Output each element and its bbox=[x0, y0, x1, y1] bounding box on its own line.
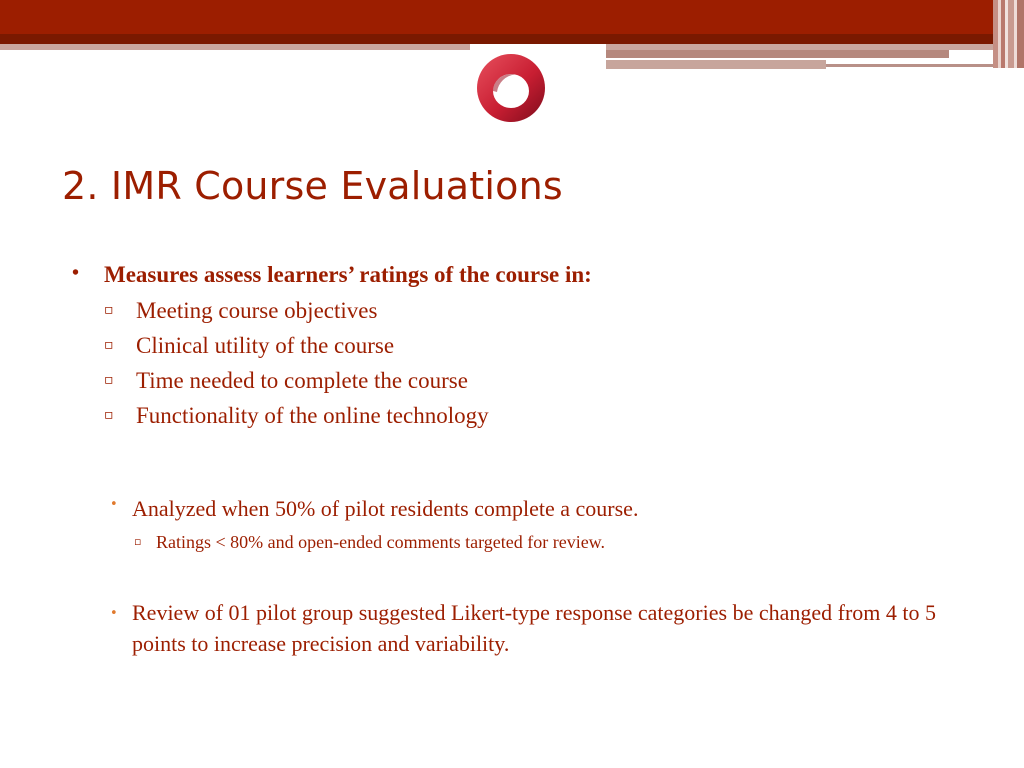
bullet-dot-icon: • bbox=[72, 262, 80, 284]
square-bullet-icon: ▫ bbox=[104, 407, 114, 423]
main-bullet-text: Measures assess learners’ ratings of the course in: bbox=[104, 262, 592, 287]
corner-stripe bbox=[1017, 0, 1024, 68]
ring-logo-icon bbox=[475, 52, 547, 124]
list-item-text: Clinical utility of the course bbox=[136, 333, 395, 358]
bullet-dot-icon: • bbox=[110, 606, 118, 621]
square-bullet-icon: ▫ bbox=[134, 535, 142, 548]
review-sub-bullet-text: Ratings < 80% and open-ended comments targeted for review. bbox=[156, 532, 606, 552]
header-band-shadow bbox=[0, 34, 993, 44]
logo-plate bbox=[470, 44, 606, 50]
header-band bbox=[0, 0, 993, 34]
square-bullet-icon: ▫ bbox=[104, 302, 114, 318]
slide-title: 2. IMR Course Evaluations bbox=[62, 164, 563, 208]
analysis-bullet-text: Analyzed when 50% of pilot residents complete a course. bbox=[132, 496, 639, 521]
header-accent-line bbox=[826, 64, 993, 67]
header-accent-line bbox=[606, 60, 826, 69]
list-item-text: Time needed to complete the course bbox=[136, 368, 468, 393]
bullet-dot-icon: • bbox=[110, 497, 118, 512]
square-bullet-icon: ▫ bbox=[104, 337, 114, 353]
list-item-text: Functionality of the online technology bbox=[136, 403, 489, 428]
header-accent-line bbox=[606, 50, 949, 58]
square-bullet-icon: ▫ bbox=[104, 372, 114, 388]
likert-bullet-text: Review of 01 pilot group suggested Likert-type response categories be changed from 4 to 5 points to increase precision and variability. bbox=[132, 600, 936, 656]
list-item-text: Meeting course objectives bbox=[136, 298, 378, 323]
